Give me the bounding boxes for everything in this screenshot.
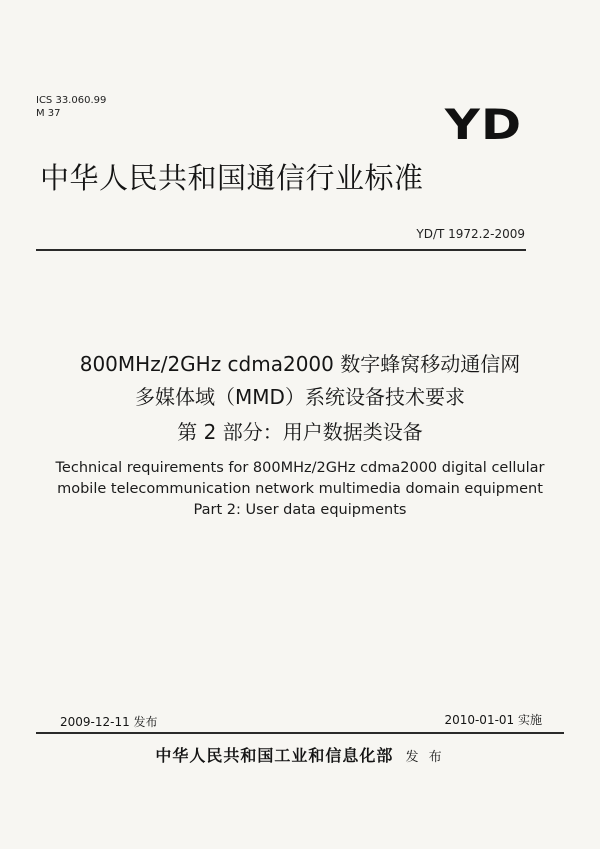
footer-divider (36, 732, 564, 734)
title-en-block (0, 458, 600, 521)
title-en-line-1: Technical requirements for 800MHz/2GHz cdma2000 digital cellular (55, 460, 545, 476)
publisher-suffix: 发 布 (405, 750, 445, 765)
ics-code: ICS 33.060.99 (36, 95, 107, 106)
classification-codes (36, 94, 106, 120)
title-cn-line-1 (0, 351, 600, 377)
implementation-date: 2010-01-01 实施 (444, 713, 542, 727)
ccs-code: M 37 (36, 108, 61, 119)
issue-date: 2009-12-11 发布 (60, 715, 158, 729)
publisher-name: 中华人民共和国工业和信息化部 (155, 746, 394, 765)
yd-logo: YD (444, 100, 522, 149)
title-cn-text-1: 800MHz/2GHz cdma2000 数字蜂窝移动通信网 (79, 352, 521, 376)
title-en-line-2: mobile telecommunication network multimedia domain equipment (57, 481, 543, 497)
standard-category-title: 中华人民共和国通信行业标准 (40, 161, 424, 195)
standard-number: YD/T 1972.2-2009 (416, 227, 525, 241)
title-cn-text-2: 多媒体域（MMD）系统设备技术要求 (135, 385, 465, 409)
title-cn-text-3: 第 2 部分：用户数据类设备 (177, 420, 423, 444)
publisher-line (0, 743, 600, 766)
title-cn-line-2 (0, 384, 600, 410)
title-cn-line-3 (0, 419, 600, 445)
header-divider (36, 249, 526, 251)
title-en-line-3: Part 2: User data equipments (193, 502, 407, 518)
